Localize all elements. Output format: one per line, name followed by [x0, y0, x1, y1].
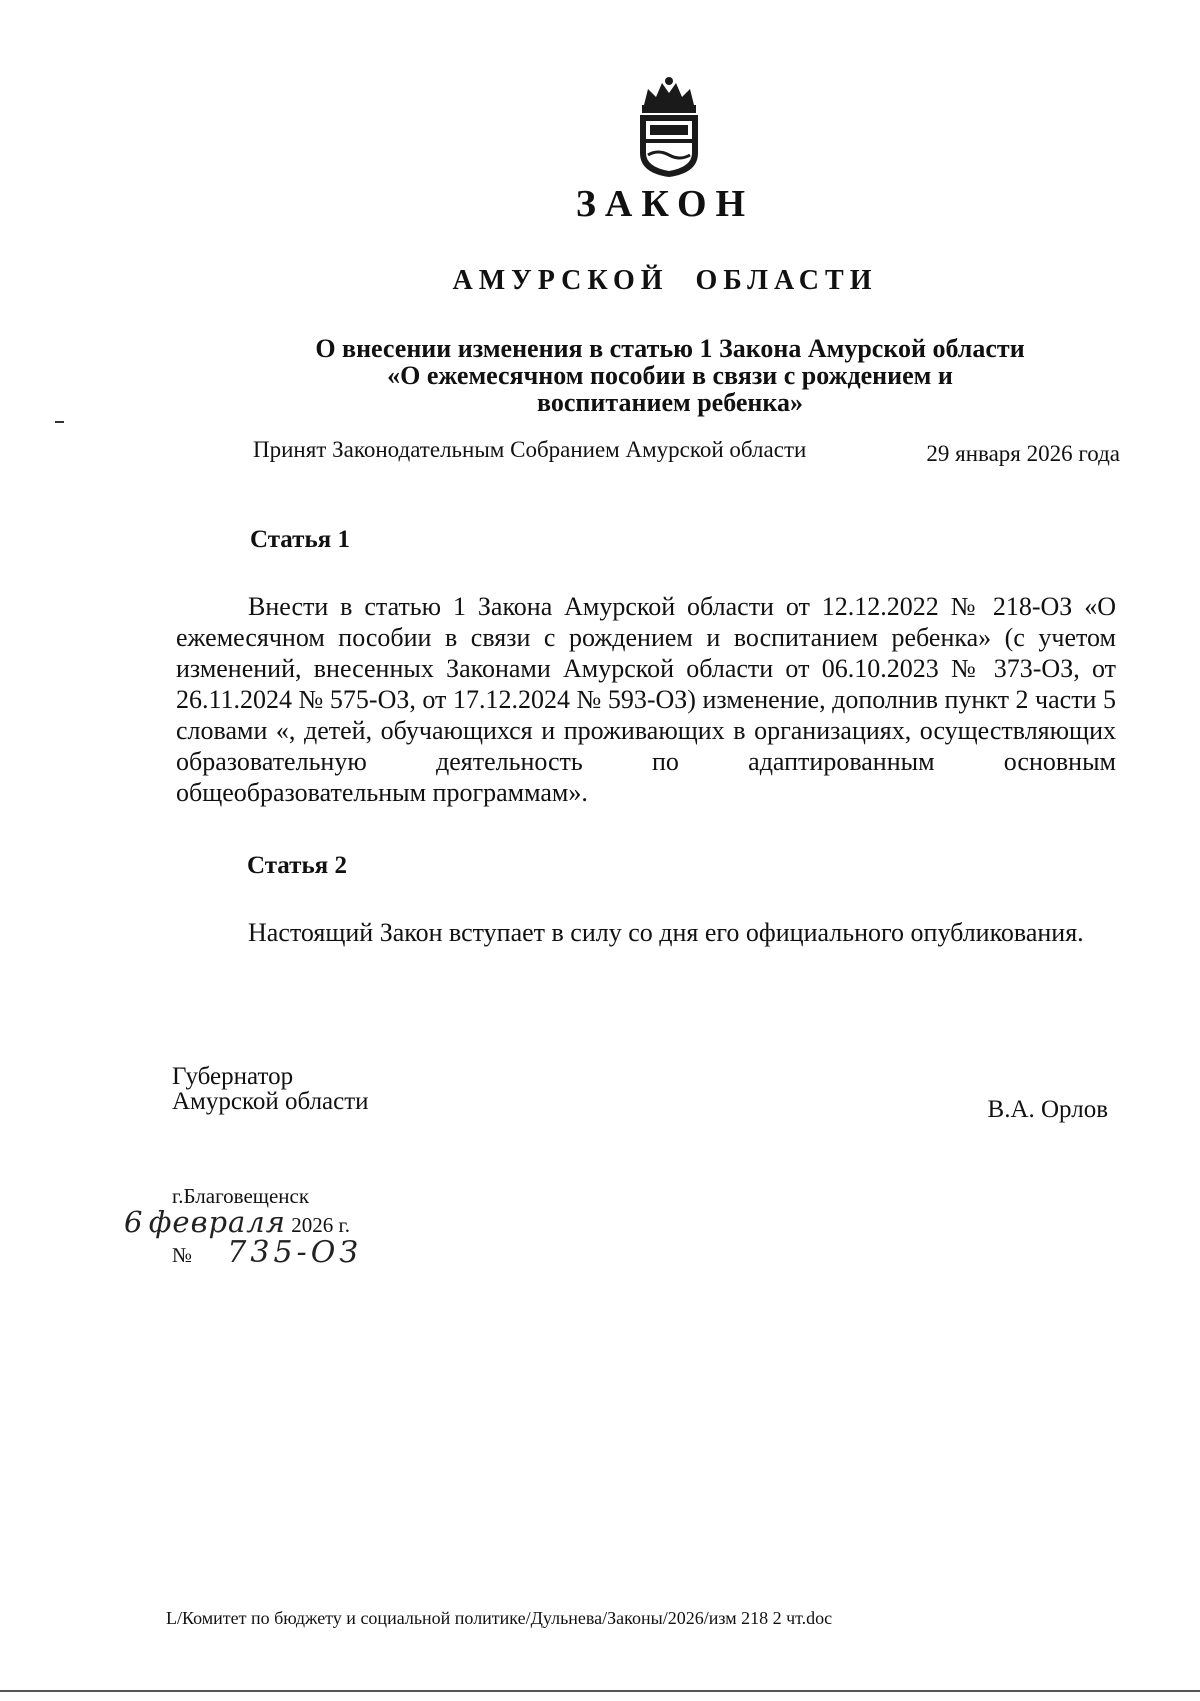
article-1-body: Внести в статью 1 Закона Амурской области от 12.12.2022 № 218-ОЗ «О ежемесячном пособии в связи с рождением и воспитанием ребенка» (с учетом изменений, внесенных Законами Амурской области от 06.10.2023 № 373-ОЗ, от 26.11.2024 № 575-ОЗ, от 17.12.2024 № 593-ОЗ) изменение, дополнив пункт 2 части 5 словами «, детей, обучающихся и проживающих в организациях, осуществляющих образовательную деятельность по адаптированным основным общеобразовательным программам».: [176, 592, 1116, 807]
signatory-position-line-1: Губернатор: [172, 1063, 294, 1090]
article-2-heading: Статья 2: [247, 852, 347, 879]
handwritten-day: 6: [124, 1205, 144, 1239]
law-name-line-1: О внесении изменения в статью 1 Закона Амурской области: [315, 334, 1025, 363]
registration-date: [124, 1205, 350, 1239]
article-2-text: [176, 917, 1116, 948]
registration-number: [172, 1235, 362, 1270]
article-1-heading: Статья 1: [250, 526, 350, 553]
law-name-line-3: воспитанием ребенка»: [537, 388, 803, 417]
signatory-position-line-2: Амурской области: [172, 1088, 369, 1115]
adopted-by: Принят Законодательным Собранием Амурской области: [253, 437, 807, 462]
number-prefix: №: [172, 1243, 193, 1267]
coat-of-arms-icon: [630, 75, 708, 179]
scan-edge-line: [0, 1690, 1200, 1692]
handwritten-number: 735-ОЗ: [227, 1235, 362, 1270]
article-2-body: Настоящий Закон вступает в силу со дня его официального опубликования.: [248, 918, 1084, 947]
registration-city: г.Благовещенск: [172, 1184, 310, 1208]
document-subtitle: АМУРСКОЙ ОБЛАСТИ: [452, 265, 878, 296]
signatory-name: В.А. Орлов: [987, 1096, 1108, 1123]
law-name: [220, 335, 1120, 416]
footer-file-path: L/Комитет по бюджету и социальной политике/Дульнева/Законы/2026/изм 218 2 чт.doc: [166, 1608, 833, 1628]
law-name-line-2: «О ежемесячном пособии в связи с рождением и: [387, 361, 953, 390]
scan-mark: [55, 421, 64, 423]
handwritten-month: февраля: [148, 1205, 286, 1239]
signatory-position: [172, 1064, 369, 1114]
adopted-date: 29 января 2026 года: [926, 441, 1120, 466]
document-title: ЗАКОН: [575, 183, 755, 225]
registration-year: 2026 г.: [291, 1213, 350, 1237]
article-1-text: [176, 591, 1116, 808]
